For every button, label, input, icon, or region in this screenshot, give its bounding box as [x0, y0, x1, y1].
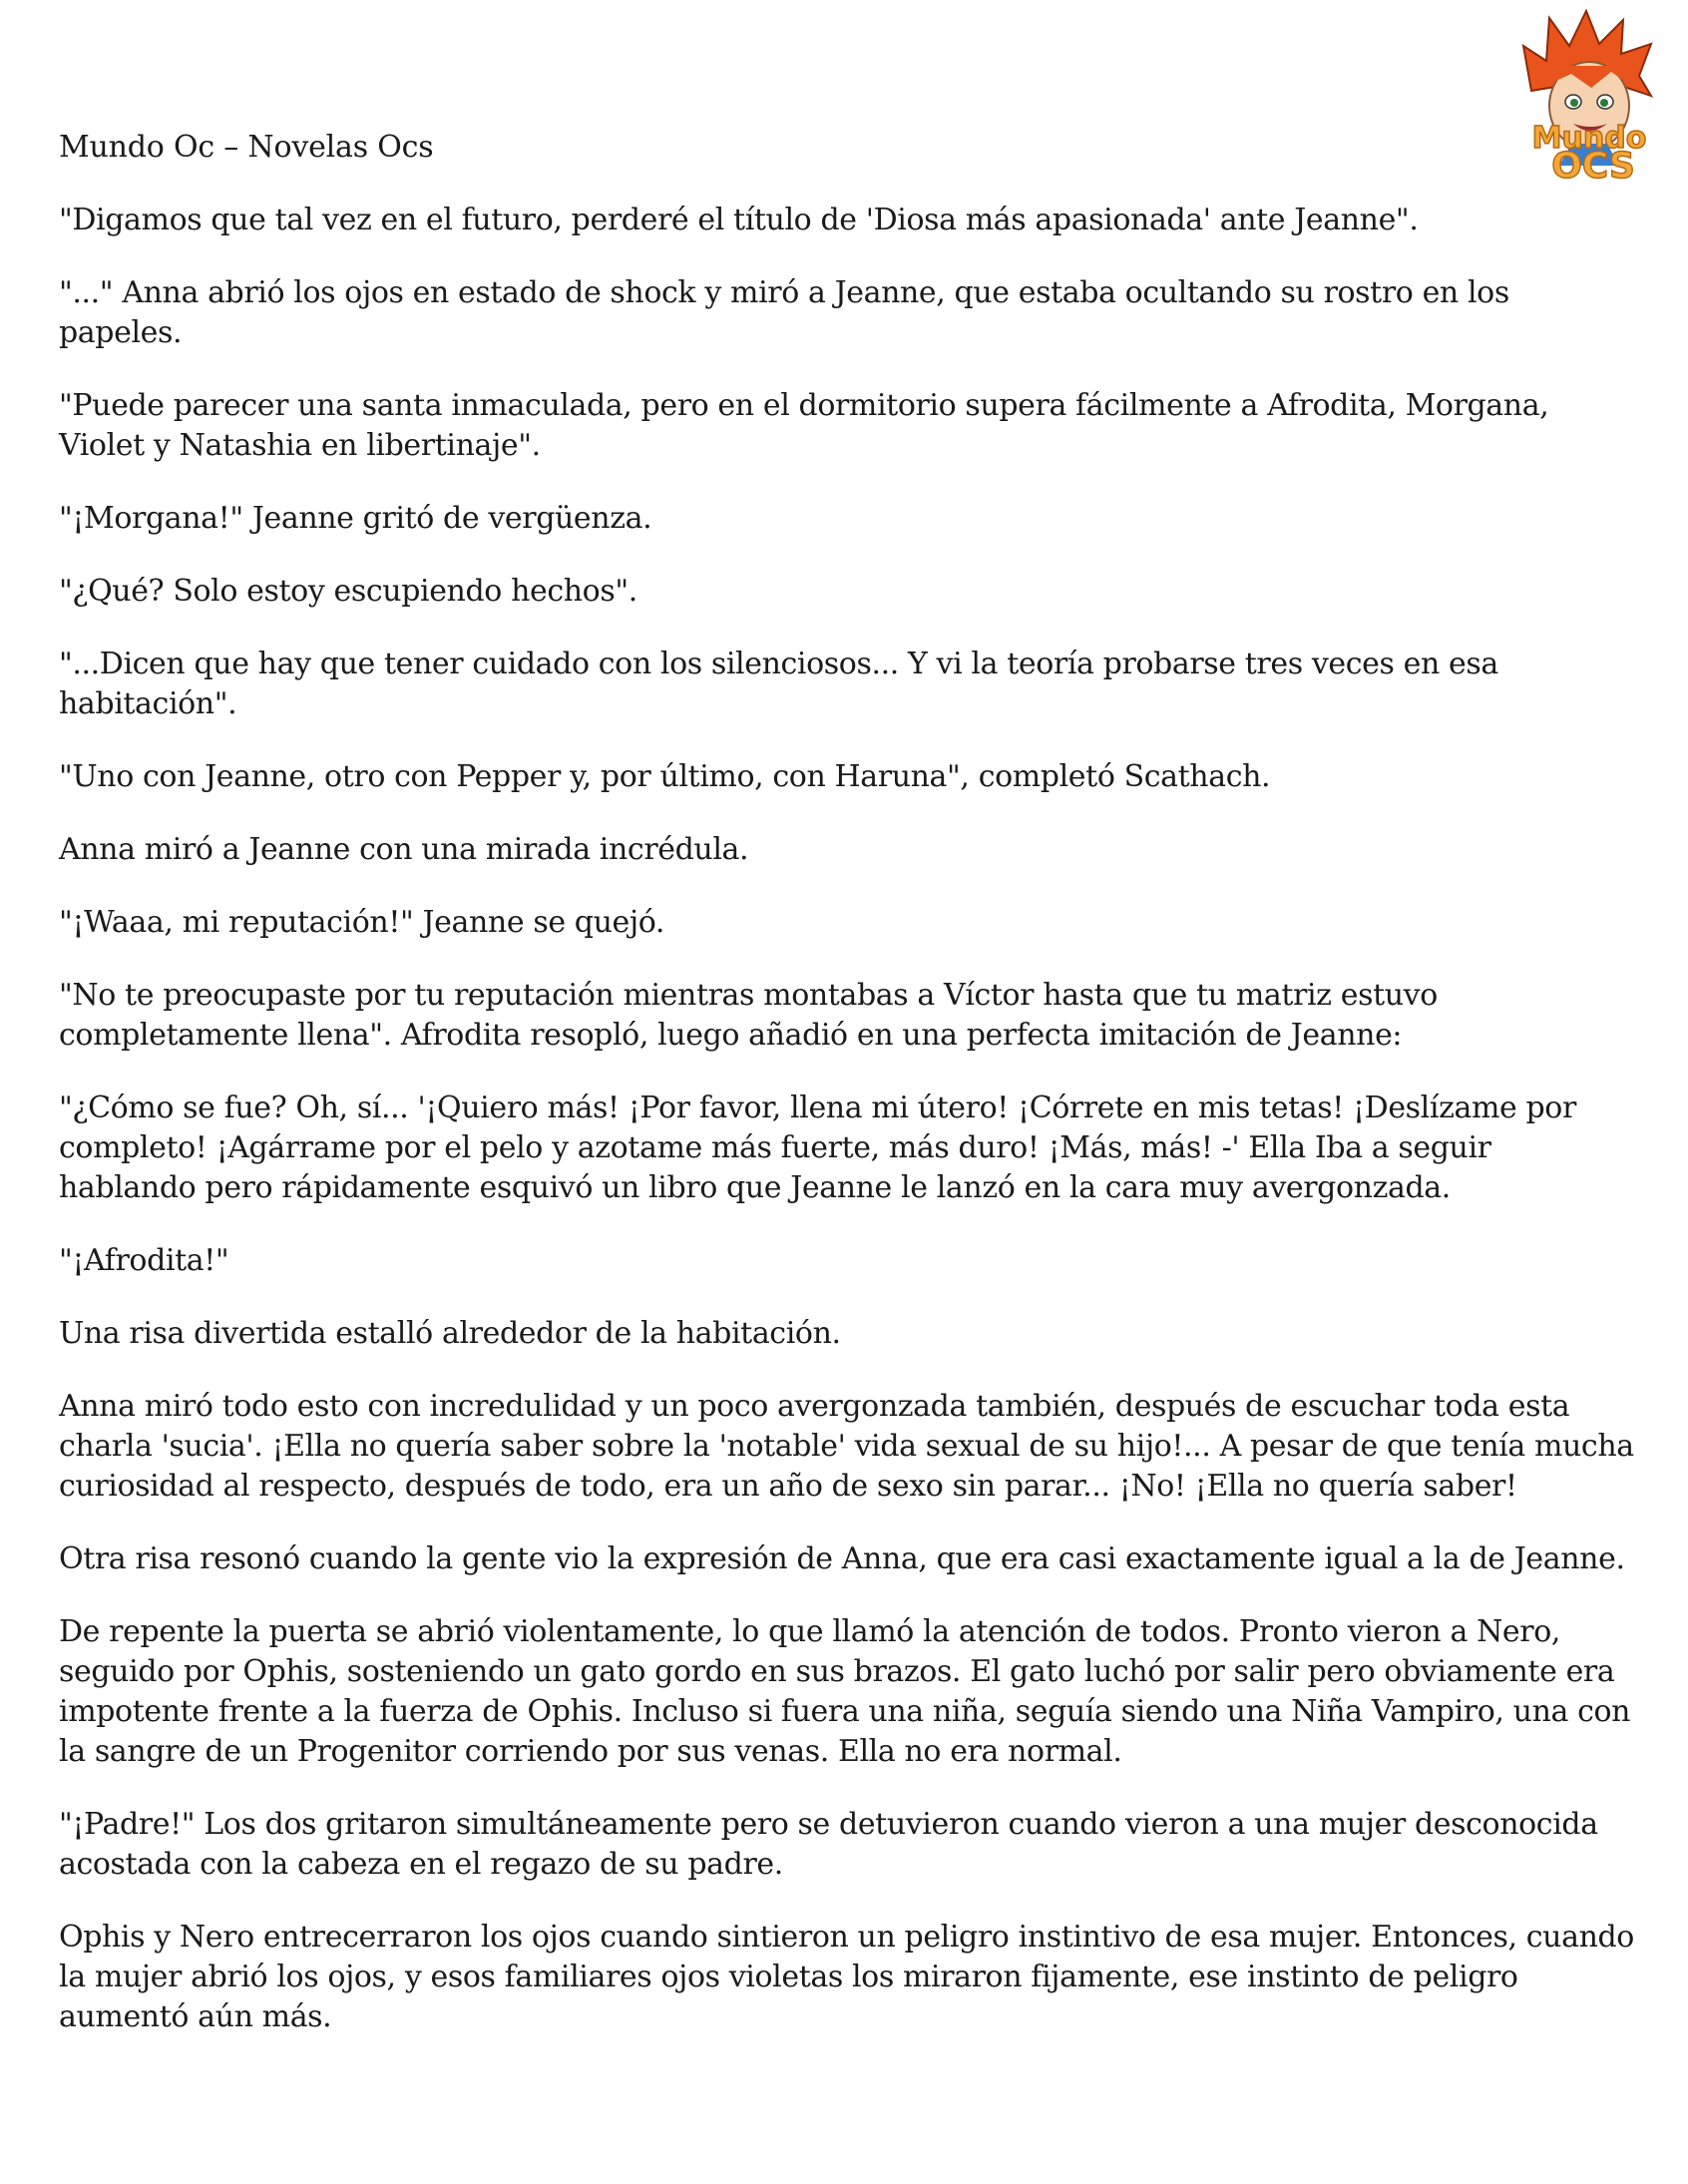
- paragraph: "¿Qué? Solo estoy escupiendo hechos".: [59, 574, 637, 609]
- document-page: [59, 128, 1635, 2070]
- paragraph: "¡Morgana!" Jeanne gritó de vergüenza.: [59, 501, 652, 536]
- paragraph: "No te preocupaste por tu reputación mientras montabas a Víctor hasta que tu matriz estuvo completamente llena". Afrodita resopló, luego añadió en una perfecta imitación de Jeanne:: [59, 978, 1438, 1053]
- paragraph: De repente la puerta se abrió violentamente, lo que llamó la atención de todos. Pronto vieron a Nero, seguido por Ophis, sosteniendo un gato gordo en sus brazos. El gato luchó por salir pero obviamente era impotente frente a la fuerza de Ophis. Incluso si fuera una niña, seguía siendo una Niña Vampiro, una con la sangre de un Progenitor corriendo por sus venas. Ella no era normal.: [59, 1614, 1631, 1769]
- paragraph: Anna miró a Jeanne con una mirada incrédula.: [59, 832, 749, 867]
- paragraph: "..." Anna abrió los ojos en estado de shock y miró a Jeanne, que estaba ocultando su rostro en los papeles.: [59, 275, 1509, 350]
- document-header: Mundo Oc – Novelas Ocs: [59, 130, 434, 165]
- paragraph: "...Dicen que hay que tener cuidado con los silenciosos... Y vi la teoría probarse tres veces en esa habitación".: [59, 647, 1498, 721]
- paragraph: "¿Cómo se fue? Oh, sí... '¡Quiero más! ¡Por favor, llena mi útero! ¡Córrete en mis tetas! ¡Deslízame por completo! ¡Agárrame por el pelo y azotame más fuerte, más duro! ¡Más, más! -' Ella Iba a seguir hablando pero rápidamente esquivó un libro que Jeanne le lanzó en la cara muy avergonzada.: [59, 1091, 1576, 1205]
- logo-text-ocs: OCS: [1551, 146, 1635, 186]
- paragraph: "¡Afrodita!": [59, 1243, 229, 1278]
- logo-text-mundo: Mundo: [1531, 121, 1647, 156]
- paragraph: "Digamos que tal vez en el futuro, perderé el título de 'Diosa más apasionada' ante Jeanne".: [59, 203, 1419, 237]
- paragraph: Otra risa resonó cuando la gente vio la expresión de Anna, que era casi exactamente igual a la de Jeanne.: [59, 1541, 1625, 1576]
- document-body: [59, 201, 1635, 2037]
- paragraph: "Puede parecer una santa inmaculada, pero en el dormitorio supera fácilmente a Afrodita, Morgana, Violet y Natashia en libertinaje".: [59, 388, 1549, 463]
- paragraph: Anna miró todo esto con incredulidad y un poco avergonzada también, después de escuchar toda esta charla 'sucia'. ¡Ella no quería saber sobre la 'notable' vida sexual de su hijo!... A pesar de que tenía mucha curiosidad al respecto, después de todo, era un año de sexo sin parar... ¡No! ¡Ella no quería saber!: [59, 1389, 1634, 1504]
- paragraph: Una risa divertida estalló alrededor de la habitación.: [59, 1316, 841, 1351]
- paragraph: "¡Padre!" Los dos gritaron simultáneamente pero se detuvieron cuando vieron a una mujer desconocida acostada con la cabeza en el regazo de su padre.: [59, 1807, 1598, 1882]
- paragraph: "¡Waaa, mi reputación!" Jeanne se quejó.: [59, 905, 665, 940]
- paragraph: Ophis y Nero entrecerraron los ojos cuando sintieron un peligro instintivo de esa mujer. Entonces, cuando la mujer abrió los ojos, y esos familiares ojos violetas los miraron fijamente, ese instinto de peligro aumentó aún más.: [59, 1920, 1634, 2034]
- paragraph: "Uno con Jeanne, otro con Pepper y, por último, con Haruna", completó Scathach.: [59, 759, 1271, 794]
